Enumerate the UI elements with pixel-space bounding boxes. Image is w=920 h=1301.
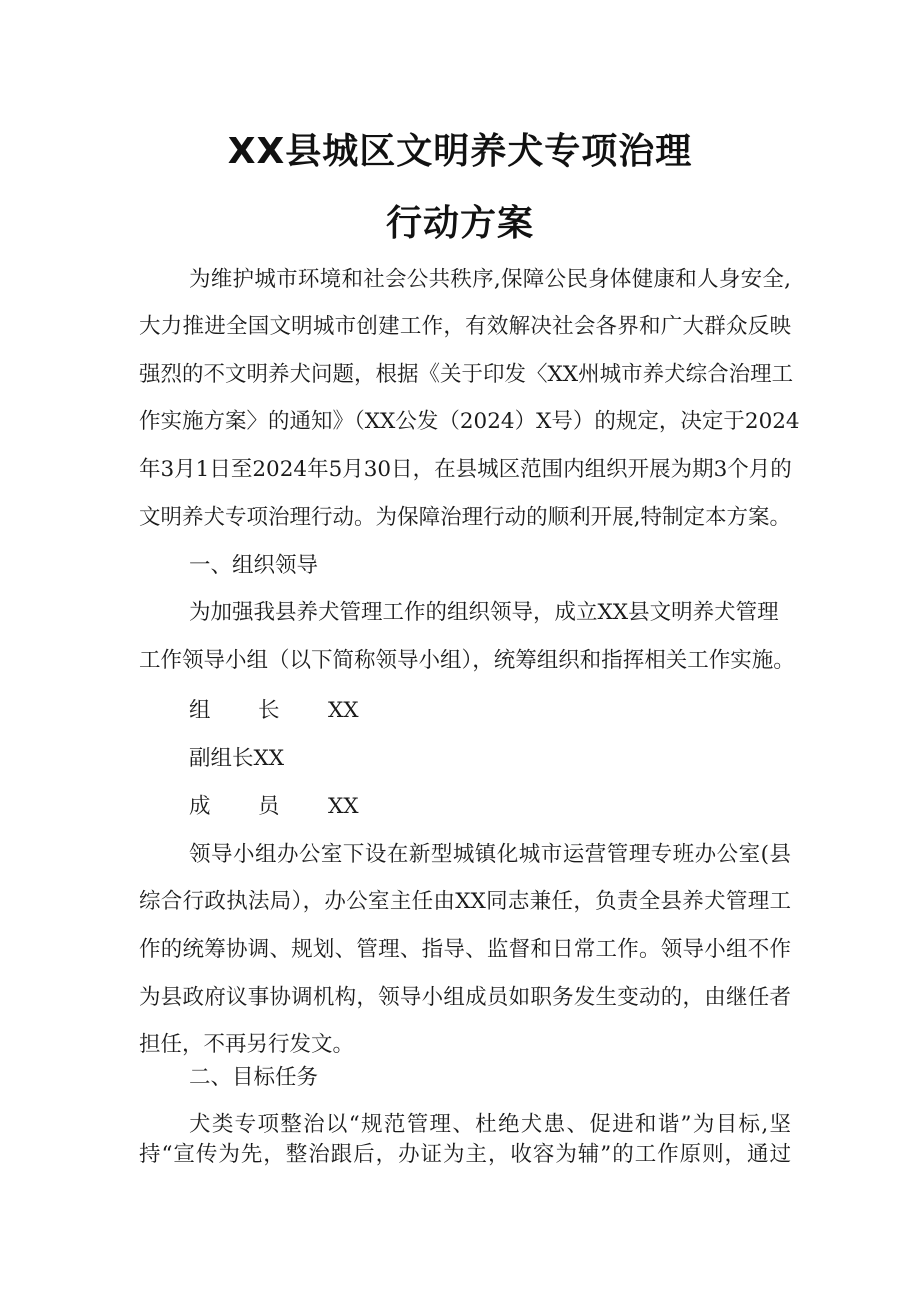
document-title-line1: XX县城区文明养犬专项治理 bbox=[227, 131, 693, 172]
office-line: 综合行政执法局），办公室主任由XX同志兼任，负责全县养犬管理工 bbox=[139, 889, 791, 914]
member-role-char: 员 bbox=[258, 794, 280, 819]
member-name: XX bbox=[328, 794, 359, 819]
intro-line: 大力推进全国文明城市创建工作，有效解决社会各界和广大群众反映 bbox=[139, 314, 791, 339]
section-heading: 一、组织领导 bbox=[189, 553, 319, 578]
deputy-leader: 副组长XX bbox=[189, 746, 285, 771]
section2-line: 犬类专项整治以“规范管理、杜绝犬患、促进和谐”为目标,坚 bbox=[189, 1112, 791, 1137]
section1-line: 工作领导小组（以下简称领导小组），统筹组织和指挥相关工作实施。 bbox=[139, 648, 795, 673]
office-line: 作的统筹协调、规划、管理、指导、监督和日常工作。领导小组不作 bbox=[139, 937, 791, 962]
section1-line: 为加强我县养犬管理工作的组织领导，成立XX县文明养犬管理 bbox=[189, 600, 779, 625]
intro-line: 年3月1日至2024年5月30日，在县城区范围内组织开展为期3个月的 bbox=[139, 457, 792, 482]
leader-role-char: 组 bbox=[189, 698, 211, 723]
intro-line: 文明养犬专项治理行动。为保障治理行动的顺利开展,特制定本方案。 bbox=[139, 505, 791, 530]
office-line: 为县政府议事协调机构，领导小组成员如职务发生变动的，由继任者 bbox=[139, 985, 791, 1010]
section2-line: 持“宣传为先，整治跟后，办证为主，收容为辅”的工作原则，通过 bbox=[139, 1142, 791, 1167]
member-role-char: 成 bbox=[189, 794, 211, 819]
leader-name: XX bbox=[328, 698, 359, 723]
leader-role-char: 长 bbox=[258, 698, 280, 723]
document-title-line2: 行动方案 bbox=[385, 203, 534, 244]
office-line: 担任，不再另行发文。 bbox=[139, 1032, 355, 1057]
section-heading: 二、目标任务 bbox=[189, 1065, 319, 1090]
office-line: 领导小组办公室下设在新型城镇化城市运营管理专班办公室(县 bbox=[189, 842, 791, 867]
intro-line: 为维护城市环境和社会公共秩序,保障公民身体健康和人身安全, bbox=[189, 267, 791, 292]
intro-line: 作实施方案〉的通知》（XX公发（2024）X号）的规定，决定于2024 bbox=[139, 409, 800, 434]
intro-line: 强烈的不文明养犬问题，根据《关于印发〈XX州城市养犬综合治理工 bbox=[139, 362, 794, 387]
